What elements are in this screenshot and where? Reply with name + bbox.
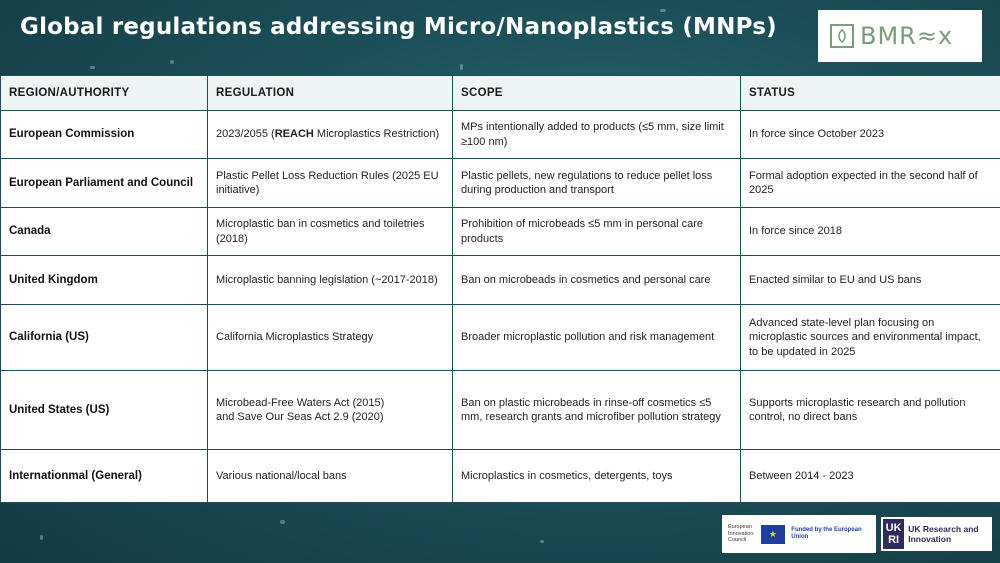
status-cell: In force since October 2023 [741, 111, 1000, 159]
region-cell: United States (US) [1, 371, 208, 450]
table-row [1, 159, 1000, 208]
leaf-icon [830, 24, 854, 48]
header-status: STATUS [741, 76, 1000, 111]
scope-cell: Ban on microbeads in cosmetics and personal care [453, 256, 741, 305]
regulation-cell: Plastic Pellet Loss Reduction Rules (2025 EU initiative) [208, 159, 453, 208]
scope-cell: MPs intentionally added to products (≤5 mm, size limit ≥100 nm) [453, 111, 741, 159]
table-row [1, 450, 1000, 503]
region-cell: Internationmal (General) [1, 450, 208, 503]
region-cell: Canada [1, 208, 208, 256]
background-particle [540, 540, 544, 543]
regulation-cell [208, 111, 453, 159]
table-row [1, 111, 1000, 159]
regulation-line: and Save Our Seas Act 2.9 (2020) [216, 411, 384, 423]
eic-label: European Innovation Council [728, 524, 754, 544]
regulation-cell: Microplastic banning legislation (~2017-2018) [208, 256, 453, 305]
regulation-text: 2023/2055 ( [216, 128, 275, 141]
regulation-cell: California Microplastics Strategy [208, 305, 453, 371]
ukri-logo [881, 517, 992, 551]
eu-funded-label: Funded by the European Union [791, 526, 862, 540]
background-particle [170, 60, 174, 64]
scope-cell: Ban on plastic microbeads in rinse-off cosmetics ≤5 mm, research grants and microfiber pollution strategy [453, 371, 741, 450]
table-row [1, 208, 1000, 256]
regulation-text: Microplastics Restriction) [313, 128, 440, 141]
status-cell: Between 2014 - 2023 [741, 450, 1000, 503]
status-cell: Advanced state-level plan focusing on microplastic sources and environmental impact, to be updated in 2025 [741, 305, 1000, 371]
scope-cell: Plastic pellets, new regulations to reduce pellet loss during production and transport [453, 159, 741, 208]
header-scope: SCOPE [453, 76, 741, 111]
bmrex-logo [818, 10, 982, 62]
background-particle [280, 520, 285, 524]
background-particle [40, 535, 43, 540]
scope-cell: Prohibition of microbeads ≤5 mm in personal care products [453, 208, 741, 256]
regulation-cell [208, 371, 453, 450]
region-cell: United Kingdom [1, 256, 208, 305]
header-regulation: REGULATION [208, 76, 453, 111]
table-row [1, 256, 1000, 305]
background-particle [460, 64, 463, 70]
ukri-label: UK Research and Innovation [908, 524, 979, 544]
background-particle [90, 66, 95, 69]
table-row [1, 371, 1000, 450]
regulation-line: Microbead-Free Waters Act (2015) [216, 396, 385, 409]
scope-cell: Microplastics in cosmetics, detergents, toys [453, 450, 741, 503]
status-cell: In force since 2018 [741, 208, 1000, 256]
regulation-cell: Microplastic ban in cosmetics and toiletries (2018) [208, 208, 453, 256]
eu-flag-icon: ★ [761, 525, 786, 544]
eu-funding-logo [722, 515, 876, 553]
header-region: REGION/AUTHORITY [1, 76, 208, 111]
status-cell: Supports microplastic research and pollution control, no direct bans [741, 371, 1000, 450]
background-particle [660, 9, 666, 12]
region-cell: California (US) [1, 305, 208, 371]
page-title: Global regulations addressing Micro/Nanoplastics (MNPs) [20, 14, 777, 40]
table-header-row [1, 76, 1000, 111]
regulation-cell: Various national/local bans [208, 450, 453, 503]
status-cell: Formal adoption expected in the second half of 2025 [741, 159, 1000, 208]
scope-cell: Broader microplastic pollution and risk management [453, 305, 741, 371]
ukri-mark: UK RI [883, 519, 904, 549]
regulations-table [0, 75, 1000, 503]
status-cell: Enacted similar to EU and US bans [741, 256, 1000, 305]
region-cell: European Parliament and Council [1, 159, 208, 208]
region-cell: European Commission [1, 111, 208, 159]
regulation-emphasis: REACH [274, 128, 314, 141]
table-row [1, 305, 1000, 371]
logo-text: BMR≈x [860, 22, 954, 50]
